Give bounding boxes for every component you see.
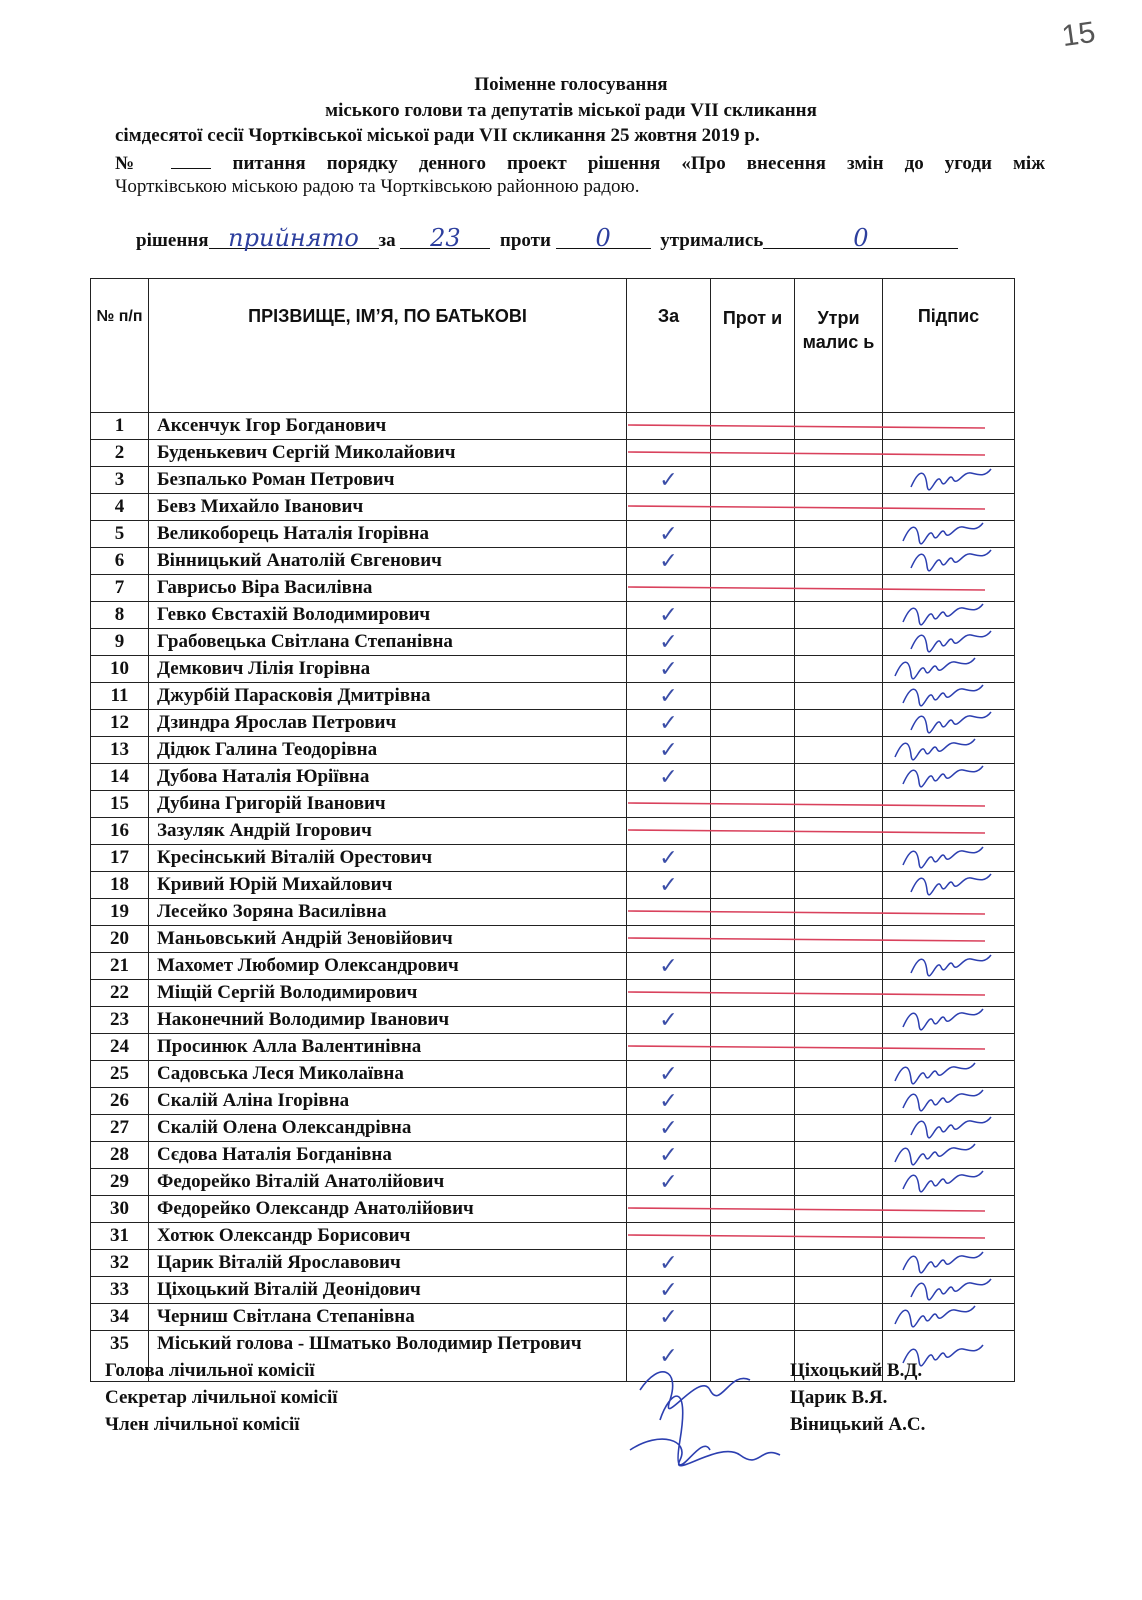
vote-abstained-cell bbox=[795, 1304, 883, 1331]
signature-cell bbox=[883, 1061, 1015, 1088]
table-row bbox=[91, 926, 1015, 953]
vote-against-cell bbox=[711, 494, 795, 521]
vote-for-cell bbox=[627, 575, 711, 602]
vote-against-cell bbox=[711, 467, 795, 494]
row-name: Зазуляк Андрій Ігорович bbox=[149, 818, 627, 845]
vote-abstained-cell bbox=[795, 737, 883, 764]
signature-cell bbox=[883, 791, 1015, 818]
row-name: Скалій Аліна Ігорівна bbox=[149, 1088, 627, 1115]
signature-cell bbox=[883, 413, 1015, 440]
signature-cell bbox=[883, 656, 1015, 683]
vote-abstained-cell bbox=[795, 980, 883, 1007]
vote-against-cell bbox=[711, 602, 795, 629]
vote-for-cell: ✓ bbox=[627, 602, 711, 629]
table-row bbox=[91, 710, 1015, 737]
table-row bbox=[91, 872, 1015, 899]
vote-abstained-cell bbox=[795, 1223, 883, 1250]
row-number: 25 bbox=[91, 1061, 149, 1088]
table-row bbox=[91, 548, 1015, 575]
signature-cell bbox=[883, 1142, 1015, 1169]
vote-against-cell bbox=[711, 926, 795, 953]
row-number: 14 bbox=[91, 764, 149, 791]
vote-abstained-cell bbox=[795, 548, 883, 575]
row-name: Гаврисьо Віра Василівна bbox=[149, 575, 627, 602]
vote-against-cell bbox=[711, 575, 795, 602]
vote-against-cell bbox=[711, 656, 795, 683]
row-name: Махомет Любомир Олександрович bbox=[149, 953, 627, 980]
vote-for-cell: ✓ bbox=[627, 1007, 711, 1034]
table-row bbox=[91, 1250, 1015, 1277]
signature-cell bbox=[883, 818, 1015, 845]
table-row bbox=[91, 737, 1015, 764]
vote-for-cell: ✓ bbox=[627, 1250, 711, 1277]
signature-cell bbox=[883, 467, 1015, 494]
row-number: 16 bbox=[91, 818, 149, 845]
vote-for-cell: ✓ bbox=[627, 1304, 711, 1331]
row-name: Дзиндра Ярослав Петрович bbox=[149, 710, 627, 737]
table-row bbox=[91, 602, 1015, 629]
vote-abstained-cell bbox=[795, 818, 883, 845]
row-number: 13 bbox=[91, 737, 149, 764]
row-number: 30 bbox=[91, 1196, 149, 1223]
row-number: 11 bbox=[91, 683, 149, 710]
vote-abstained-cell bbox=[795, 1007, 883, 1034]
vote-abstained-cell bbox=[795, 602, 883, 629]
signature-cell bbox=[883, 440, 1015, 467]
row-number: 7 bbox=[91, 575, 149, 602]
vote-abstained-cell bbox=[795, 440, 883, 467]
signature-cell bbox=[883, 980, 1015, 1007]
signature-cell bbox=[883, 1007, 1015, 1034]
vote-against-cell bbox=[711, 683, 795, 710]
row-number: 27 bbox=[91, 1115, 149, 1142]
row-number: 2 bbox=[91, 440, 149, 467]
vote-against-cell bbox=[711, 413, 795, 440]
vote-for-cell bbox=[627, 494, 711, 521]
table-row bbox=[91, 440, 1015, 467]
table-row bbox=[91, 1304, 1015, 1331]
signature-cell bbox=[883, 548, 1015, 575]
signature-cell bbox=[883, 1034, 1015, 1061]
row-name: Скалій Олена Олександрівна bbox=[149, 1115, 627, 1142]
row-name: Міський голова - Шматько Володимир Петрович bbox=[149, 1331, 627, 1382]
vote-for-cell: ✓ bbox=[627, 710, 711, 737]
signature-cell bbox=[883, 737, 1015, 764]
table-row bbox=[91, 1277, 1015, 1304]
vote-abstained-cell bbox=[795, 575, 883, 602]
signature-cell bbox=[883, 683, 1015, 710]
vote-for-cell: ✓ bbox=[627, 1088, 711, 1115]
voting-table bbox=[90, 278, 1015, 1382]
row-name: Бевз Михайло Іванович bbox=[149, 494, 627, 521]
row-number: 21 bbox=[91, 953, 149, 980]
vote-for-cell: ✓ bbox=[627, 1277, 711, 1304]
row-number: 1 bbox=[91, 413, 149, 440]
row-number: 12 bbox=[91, 710, 149, 737]
signature-cell bbox=[883, 1169, 1015, 1196]
signature-cell bbox=[883, 926, 1015, 953]
row-number: 31 bbox=[91, 1223, 149, 1250]
row-name: Федорейко Олександр Анатолійович bbox=[149, 1196, 627, 1223]
commission-chair-name: Ціхоцький В.Д. bbox=[790, 1360, 923, 1381]
row-name: Сєдова Наталія Богданівна bbox=[149, 1142, 627, 1169]
table-row bbox=[91, 1007, 1015, 1034]
vote-against-cell bbox=[711, 872, 795, 899]
vote-abstained-cell bbox=[795, 1061, 883, 1088]
row-name: Демкович Лілія Ігорівна bbox=[149, 656, 627, 683]
commission-signatures bbox=[630, 1372, 780, 1466]
vote-abstained-cell bbox=[795, 629, 883, 656]
vote-abstained-cell bbox=[795, 1196, 883, 1223]
vote-against-cell bbox=[711, 1142, 795, 1169]
row-name: Садовська Леся Миколаївна bbox=[149, 1061, 627, 1088]
row-number: 4 bbox=[91, 494, 149, 521]
vote-abstained-cell bbox=[795, 1250, 883, 1277]
agenda-line-2: Чортківською міською радою та Чортківською районною радою. bbox=[115, 176, 640, 197]
vote-against-cell bbox=[711, 548, 795, 575]
signature-cell bbox=[883, 1088, 1015, 1115]
vote-abstained-cell bbox=[795, 845, 883, 872]
vote-against-cell bbox=[711, 1304, 795, 1331]
vote-for-cell: ✓ bbox=[627, 764, 711, 791]
vote-against-cell bbox=[711, 1331, 795, 1382]
vote-abstained-cell bbox=[795, 872, 883, 899]
vote-for-cell bbox=[627, 413, 711, 440]
row-name: Ціхоцький Віталій Деонідович bbox=[149, 1277, 627, 1304]
row-number: 5 bbox=[91, 521, 149, 548]
vote-against-cell bbox=[711, 818, 795, 845]
signature-cell bbox=[883, 1115, 1015, 1142]
header-against: Прот и bbox=[711, 279, 795, 413]
row-name: Безпалько Роман Петрович bbox=[149, 467, 627, 494]
table-row bbox=[91, 1142, 1015, 1169]
doc-subtitle: міського голови та депутатів міської ради VII скликання bbox=[325, 100, 817, 121]
table-row bbox=[91, 980, 1015, 1007]
signature-cell bbox=[883, 1250, 1015, 1277]
vote-for-cell: ✓ bbox=[627, 548, 711, 575]
header-name: ПРІЗВИЩЕ, ІМ’Я, ПО БАТЬКОВІ bbox=[149, 279, 627, 413]
row-number: 28 bbox=[91, 1142, 149, 1169]
row-number: 22 bbox=[91, 980, 149, 1007]
vote-abstained-cell bbox=[795, 899, 883, 926]
row-number: 19 bbox=[91, 899, 149, 926]
row-number: 3 bbox=[91, 467, 149, 494]
row-name: Аксенчук Ігор Богданович bbox=[149, 413, 627, 440]
signature-cell bbox=[883, 1196, 1015, 1223]
vote-abstained-cell bbox=[795, 1277, 883, 1304]
vote-for-cell: ✓ bbox=[627, 656, 711, 683]
row-number: 9 bbox=[91, 629, 149, 656]
vote-against-cell bbox=[711, 1007, 795, 1034]
table-row bbox=[91, 575, 1015, 602]
row-name: Вінницький Анатолій Євгенович bbox=[149, 548, 627, 575]
vote-for-cell bbox=[627, 791, 711, 818]
row-number: 35 bbox=[91, 1331, 149, 1382]
doc-title: Поіменне голосування bbox=[474, 74, 668, 95]
signature-cell bbox=[883, 602, 1015, 629]
vote-abstained-cell bbox=[795, 1034, 883, 1061]
row-number: 15 bbox=[91, 791, 149, 818]
header-abstained: Утри малис ь bbox=[795, 279, 883, 413]
table-row bbox=[91, 1088, 1015, 1115]
vote-against-cell bbox=[711, 629, 795, 656]
vote-for-cell: ✓ bbox=[627, 737, 711, 764]
signature-cell bbox=[883, 1223, 1015, 1250]
signature-cell bbox=[883, 1304, 1015, 1331]
vote-against-cell bbox=[711, 521, 795, 548]
row-number: 10 bbox=[91, 656, 149, 683]
row-name: Кривий Юрій Михайлович bbox=[149, 872, 627, 899]
row-number: 6 bbox=[91, 548, 149, 575]
vote-for-cell bbox=[627, 1196, 711, 1223]
vote-against-cell bbox=[711, 1196, 795, 1223]
signature-cell bbox=[883, 872, 1015, 899]
table-row bbox=[91, 1196, 1015, 1223]
vote-for-cell: ✓ bbox=[627, 845, 711, 872]
table-row bbox=[91, 953, 1015, 980]
commission-secretary-label: Секретар лічильної комісії bbox=[105, 1387, 338, 1408]
vote-for-cell bbox=[627, 818, 711, 845]
vote-abstained-cell bbox=[795, 1169, 883, 1196]
table-row bbox=[91, 845, 1015, 872]
row-name: Дідюк Галина Теодорівна bbox=[149, 737, 627, 764]
row-name: Грабовецька Світлана Степанівна bbox=[149, 629, 627, 656]
vote-abstained-cell bbox=[795, 1088, 883, 1115]
row-name: Дубова Наталія Юріївна bbox=[149, 764, 627, 791]
vote-abstained-cell bbox=[795, 521, 883, 548]
vote-against-cell bbox=[711, 737, 795, 764]
vote-against-cell bbox=[711, 1088, 795, 1115]
vote-abstained-cell bbox=[795, 710, 883, 737]
agenda-line: № питання порядку денного проект рішення «Про внесення змін до угоди між bbox=[115, 153, 1045, 174]
signature-cell bbox=[883, 899, 1015, 926]
row-name: Хотюк Олександр Борисович bbox=[149, 1223, 627, 1250]
vote-against-cell bbox=[711, 980, 795, 1007]
table-row bbox=[91, 1169, 1015, 1196]
signature-cell bbox=[883, 1277, 1015, 1304]
row-number: 32 bbox=[91, 1250, 149, 1277]
row-name: Великоборець Наталія Ігорівна bbox=[149, 521, 627, 548]
abstained-count: 0 bbox=[763, 228, 958, 249]
agenda-number-blank bbox=[171, 152, 211, 169]
table-row bbox=[91, 1061, 1015, 1088]
row-name: Дубина Григорій Іванович bbox=[149, 791, 627, 818]
vote-abstained-cell bbox=[795, 1115, 883, 1142]
vote-against-cell bbox=[711, 953, 795, 980]
row-number: 33 bbox=[91, 1277, 149, 1304]
vote-abstained-cell bbox=[795, 413, 883, 440]
vote-against-cell bbox=[711, 1061, 795, 1088]
row-name: Кресінський Віталій Орестович bbox=[149, 845, 627, 872]
for-count: 23 bbox=[400, 228, 490, 249]
table-row bbox=[91, 683, 1015, 710]
table-row bbox=[91, 1223, 1015, 1250]
table-row bbox=[91, 818, 1015, 845]
signature-cell bbox=[883, 494, 1015, 521]
vote-for-cell bbox=[627, 1223, 711, 1250]
table-row bbox=[91, 467, 1015, 494]
vote-against-cell bbox=[711, 1034, 795, 1061]
table-row bbox=[91, 629, 1015, 656]
row-number: 24 bbox=[91, 1034, 149, 1061]
row-number: 26 bbox=[91, 1088, 149, 1115]
table-row bbox=[91, 791, 1015, 818]
vote-abstained-cell bbox=[795, 656, 883, 683]
vote-against-cell bbox=[711, 764, 795, 791]
vote-abstained-cell bbox=[795, 1142, 883, 1169]
vote-for-cell bbox=[627, 1034, 711, 1061]
row-number: 8 bbox=[91, 602, 149, 629]
signature-cell bbox=[883, 710, 1015, 737]
page-number: 15 bbox=[1059, 15, 1098, 54]
row-name: Царик Віталій Ярославович bbox=[149, 1250, 627, 1277]
vote-against-cell bbox=[711, 1250, 795, 1277]
vote-for-cell bbox=[627, 980, 711, 1007]
session-line: сімдесятої сесії Чортківської міської ради VII скликання 25 жовтня 2019 р. bbox=[115, 125, 760, 146]
header-number: № п/п bbox=[91, 279, 149, 413]
row-number: 23 bbox=[91, 1007, 149, 1034]
vote-abstained-cell bbox=[795, 953, 883, 980]
signature-cell bbox=[883, 521, 1015, 548]
commission-member-name: Віницький А.С. bbox=[790, 1414, 926, 1435]
header-for: За bbox=[627, 279, 711, 413]
vote-abstained-cell bbox=[795, 926, 883, 953]
row-name: Черниш Світлана Степанівна bbox=[149, 1304, 627, 1331]
vote-for-cell: ✓ bbox=[627, 1061, 711, 1088]
vote-abstained-cell bbox=[795, 683, 883, 710]
vote-abstained-cell bbox=[795, 494, 883, 521]
row-name: Гевко Євстахій Володимирович bbox=[149, 602, 627, 629]
vote-for-cell: ✓ bbox=[627, 521, 711, 548]
vote-for-cell: ✓ bbox=[627, 683, 711, 710]
table-row bbox=[91, 521, 1015, 548]
signature-cell bbox=[883, 764, 1015, 791]
vote-for-cell bbox=[627, 899, 711, 926]
vote-against-cell bbox=[711, 791, 795, 818]
vote-for-cell: ✓ bbox=[627, 872, 711, 899]
row-name: Джурбій Парасковія Дмитрівна bbox=[149, 683, 627, 710]
vote-abstained-cell bbox=[795, 467, 883, 494]
row-number: 34 bbox=[91, 1304, 149, 1331]
signature-cell bbox=[883, 629, 1015, 656]
row-name: Федорейко Віталій Анатолійович bbox=[149, 1169, 627, 1196]
row-number: 29 bbox=[91, 1169, 149, 1196]
vote-for-cell: ✓ bbox=[627, 1115, 711, 1142]
vote-for-cell bbox=[627, 440, 711, 467]
table-row bbox=[91, 1115, 1015, 1142]
signature-cell bbox=[883, 575, 1015, 602]
vote-against-cell bbox=[711, 1115, 795, 1142]
vote-abstained-cell bbox=[795, 791, 883, 818]
signature-cell bbox=[883, 845, 1015, 872]
vote-against-cell bbox=[711, 1277, 795, 1304]
vote-against-cell bbox=[711, 899, 795, 926]
vote-against-cell bbox=[711, 845, 795, 872]
table-row bbox=[91, 764, 1015, 791]
vote-for-cell: ✓ bbox=[627, 629, 711, 656]
vote-for-cell bbox=[627, 926, 711, 953]
table-row bbox=[91, 656, 1015, 683]
row-name: Наконечний Володимир Іванович bbox=[149, 1007, 627, 1034]
signature-cell bbox=[883, 953, 1015, 980]
vote-for-cell: ✓ bbox=[627, 1169, 711, 1196]
table-row bbox=[91, 1034, 1015, 1061]
row-name: Лесейко Зоряна Василівна bbox=[149, 899, 627, 926]
vote-for-cell: ✓ bbox=[627, 953, 711, 980]
row-name: Міщій Сергій Володимирович bbox=[149, 980, 627, 1007]
table-row bbox=[91, 494, 1015, 521]
commission-chair-label: Голова лічильної комісії bbox=[105, 1360, 315, 1381]
against-count: 0 bbox=[556, 228, 651, 249]
table-row bbox=[91, 899, 1015, 926]
decision-value: прийнято bbox=[209, 228, 379, 249]
vote-for-cell: ✓ bbox=[627, 467, 711, 494]
vote-abstained-cell bbox=[795, 764, 883, 791]
vote-for-cell: ✓ bbox=[627, 1331, 711, 1382]
row-name: Маньовський Андрій Зеновійович bbox=[149, 926, 627, 953]
row-number: 18 bbox=[91, 872, 149, 899]
commission-secretary-name: Царик В.Я. bbox=[790, 1387, 888, 1408]
row-number: 20 bbox=[91, 926, 149, 953]
row-name: Буденькевич Сергій Миколайович bbox=[149, 440, 627, 467]
row-number: 17 bbox=[91, 845, 149, 872]
row-name: Просинюк Алла Валентинівна bbox=[149, 1034, 627, 1061]
vote-against-cell bbox=[711, 1169, 795, 1196]
vote-for-cell: ✓ bbox=[627, 1142, 711, 1169]
table-row bbox=[91, 413, 1015, 440]
vote-against-cell bbox=[711, 710, 795, 737]
header-signature: Підпис bbox=[883, 279, 1015, 413]
vote-against-cell bbox=[711, 1223, 795, 1250]
vote-against-cell bbox=[711, 440, 795, 467]
commission-member-label: Член лічильної комісії bbox=[105, 1414, 300, 1435]
decision-line: рішення прийнято за 23 проти 0 утримались 0 bbox=[136, 228, 958, 252]
